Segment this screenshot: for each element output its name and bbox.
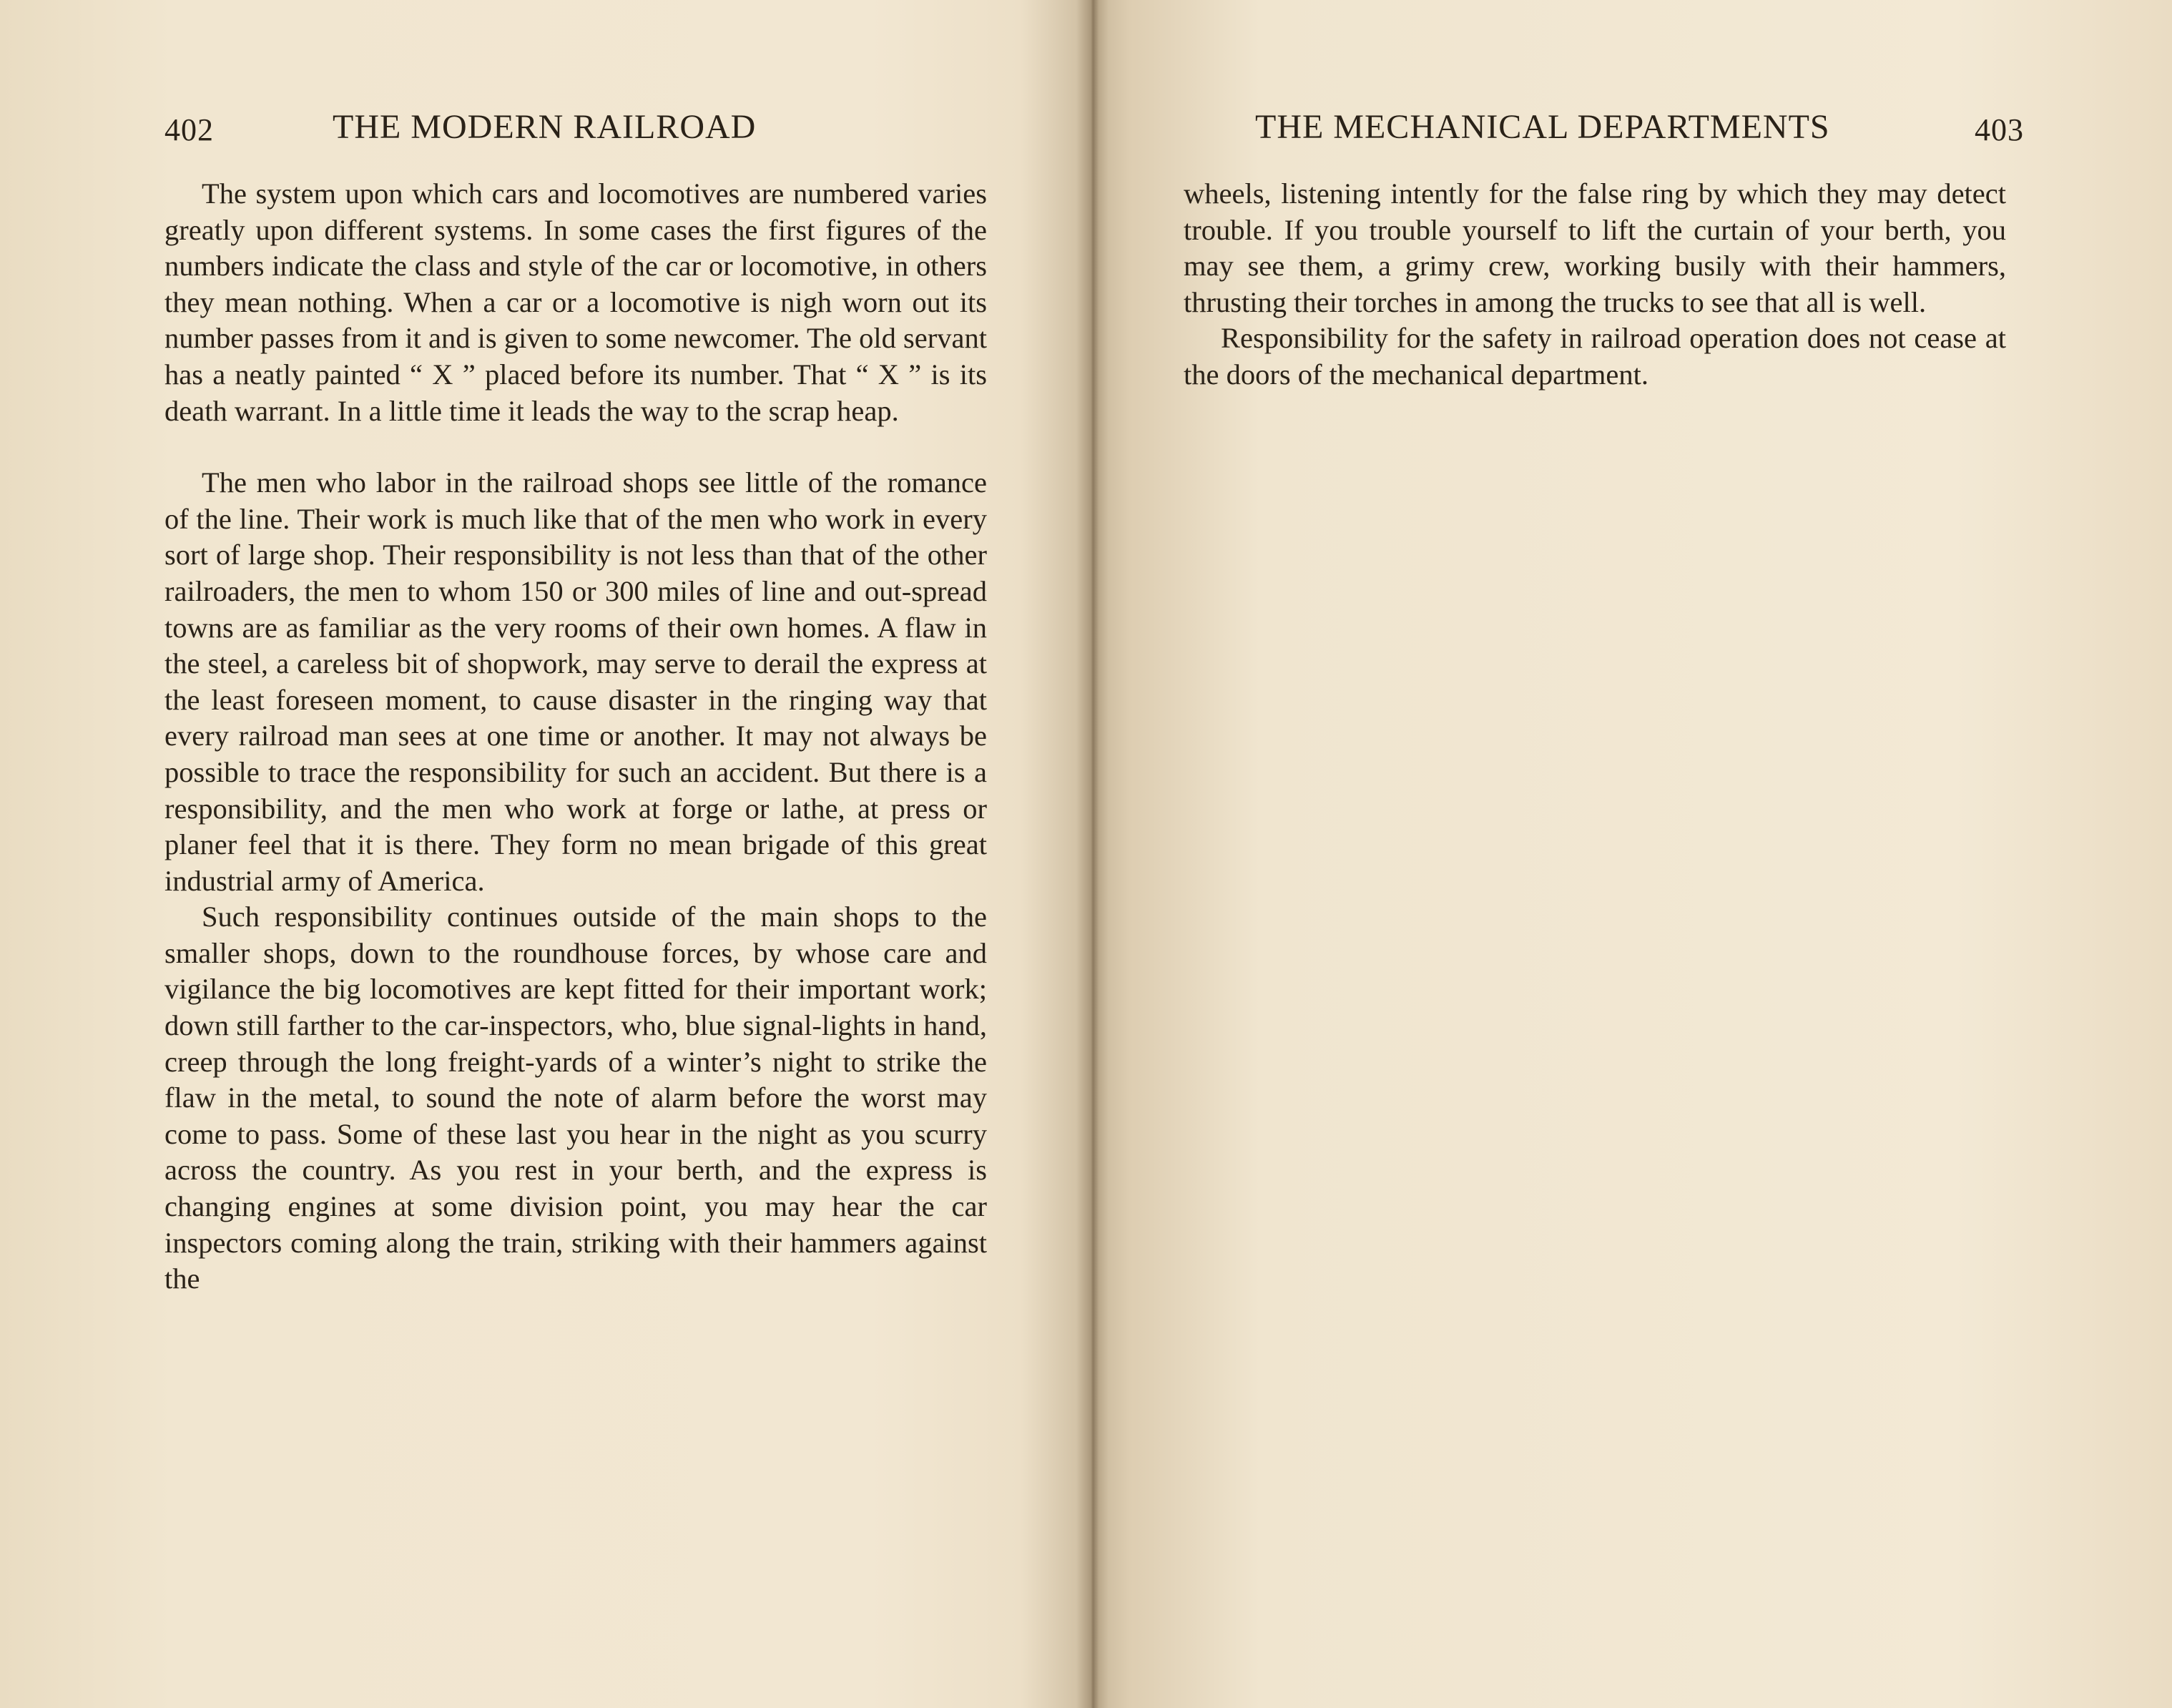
right-page-number: 403 <box>1975 112 2024 147</box>
left-paragraph-1: The system upon which cars and locomotives are numbered varies greatly upon different systems. In some cases the first figures of the numbers indicate the class and style of the car or locomotive, in others they mean nothing. When a car or a locomotive is nigh worn out its number passes from it and is given to some newcomer. The old servant has a neatly painted “ X ” placed before its number. That “ X ” is its death warrant. In a little time it leads the way to the scrap heap. <box>164 177 987 427</box>
right-running-head <box>1255 106 2024 149</box>
right-page-body <box>1184 176 2006 393</box>
right-running-title: THE MECHANICAL DEPARTMENTS <box>1255 108 1830 146</box>
left-running-title: THE MODERN RAILROAD <box>333 108 757 146</box>
left-paragraph-3: Such responsibility continues outside of the main shops to the smaller shops, down to the roundhouse forces, by whose care and vigilance the big locomotives are kept fitted for their important work; down still farther to the car-inspectors, who, blue signal-lights in hand, creep through the long freight-yards of a winter’s night to strike the flaw in the metal, to sound the note of alarm before the worst may come to pass. Some of these last you hear in the night as you scurry across the country. As you rest in your berth, and the express is changing engines at some division point, you may hear the car inspectors coming along the train, striking with their hammers against the <box>164 900 987 1295</box>
right-paragraph-2: Responsibility for the safety in railroad operation does not cease at the doors of the mechanical department. <box>1184 322 2006 391</box>
left-running-head <box>164 106 994 149</box>
right-paragraph-1: wheels, listening intently for the false ring by which they may detect trouble. If you trouble yourself to lift the curtain of your berth, you may see them, a grimy crew, working busily with their hammers, thrusting their torches in among the trucks to see that all is well. <box>1184 177 2006 318</box>
left-page-number: 402 <box>164 112 214 147</box>
left-paragraph-2: The men who labor in the railroad shops see little of the romance of the line. Their work is much like that of the men who work in every sort of large shop. Their responsibility is not less than that of the other railroaders, the men to whom 150 or 300 miles of line and out-spread towns are as familiar as the very rooms of their own homes. A flaw in the steel, a careless bit of shopwork, may serve to derail the express at the least foreseen moment, to cause disaster in the ringing way that every railroad man sees at one time or another. It may not always be possible to trace the responsibility for such an accident. But there is a responsibility, and the men who work at forge or lathe, at press or planer feel that it is there. They form no mean brigade of this great industrial army of America. <box>164 466 987 897</box>
left-page-body <box>164 176 987 1297</box>
